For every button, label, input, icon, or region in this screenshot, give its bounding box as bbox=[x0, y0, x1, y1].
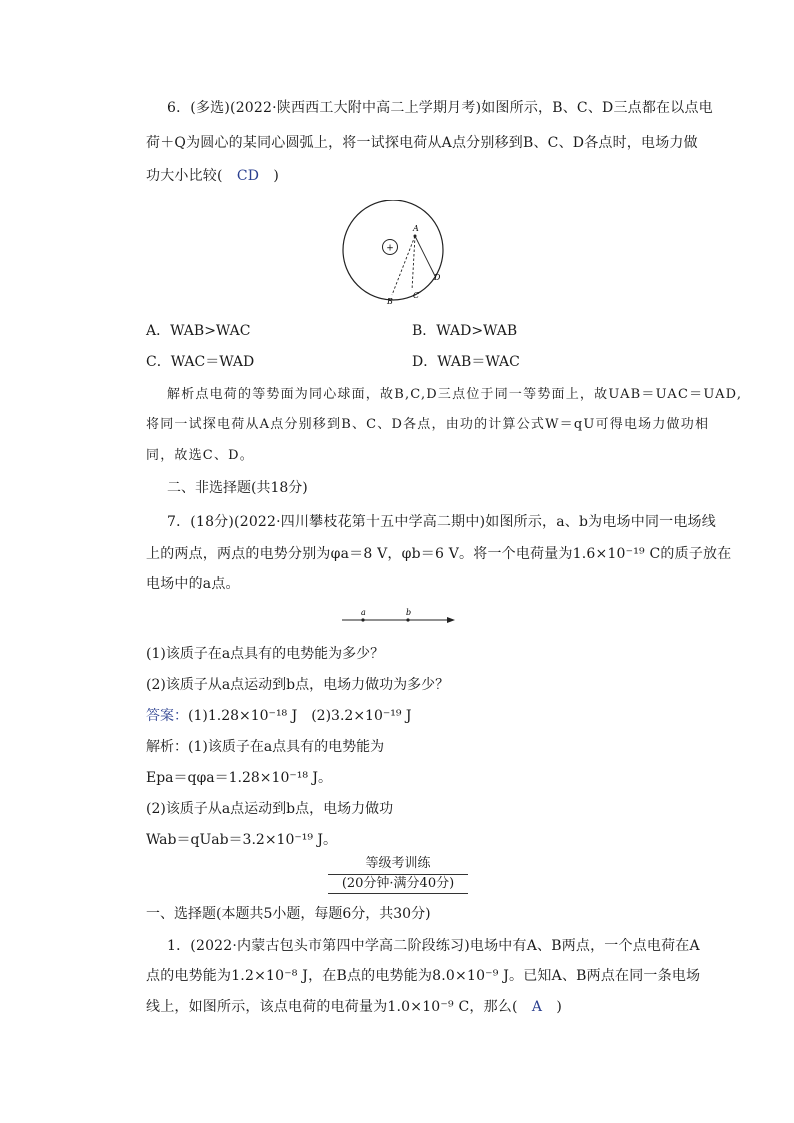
label-b: b bbox=[406, 608, 412, 617]
label-b: B bbox=[387, 297, 393, 306]
q7-answer bbox=[146, 706, 412, 726]
q6-answer: CD bbox=[236, 168, 260, 184]
field-arrow-head bbox=[447, 617, 455, 623]
point-b-dot bbox=[406, 618, 409, 621]
q6-line3 bbox=[146, 166, 279, 186]
charge-symbol: + bbox=[386, 243, 394, 254]
point-a-dot bbox=[361, 618, 364, 621]
q7-field-line-figure bbox=[340, 606, 460, 626]
q6-option-c: C．WAC＝WAD bbox=[146, 354, 255, 370]
q6-option-b: B．WAD>WAB bbox=[412, 323, 518, 339]
section1-heading: 一、选择题(本题共5小题，每题6分，共30分) bbox=[146, 906, 431, 922]
q6-option-a: A．WAB>WAC bbox=[146, 323, 251, 339]
q7-line1: 7．(18分)(2022·四川攀枝花第十五中学高二期中)如图所示，a、b为电场中同一电场线 bbox=[167, 514, 716, 530]
q7-line3: 电场中的a点。 bbox=[146, 576, 240, 592]
q7-solution-line3: (2)该质子从a点运动到b点，电场力做功 bbox=[146, 801, 394, 817]
training-title-box bbox=[328, 856, 468, 894]
q7-sub1: (1)该质子在a点具有的电势能为多少？ bbox=[146, 646, 385, 662]
q1-line2: 点的电势能为1.2×10⁻⁸ J，在B点的电势能为8.0×10⁻⁹ J。已知A、B两点在同一条电场 bbox=[146, 968, 701, 984]
training-subtitle: (20分钟·满分40分) bbox=[328, 874, 468, 894]
q7-line2: 上的两点，两点的电势分别为φa＝8 V，φb＝6 V。将一个电荷量为1.6×10⁻¹⁹ C的质子放在 bbox=[146, 546, 732, 562]
segment-ab bbox=[392, 236, 415, 295]
label-c: C bbox=[413, 291, 420, 300]
q1-stem-end: 线上，如图所示，该点电荷的电荷量为1.0×10⁻⁹ C，那么( bbox=[146, 999, 532, 1015]
section2-heading: 二、非选择题(共18分) bbox=[167, 480, 308, 496]
q6-solution-line3: 同，故选C、D。 bbox=[146, 448, 254, 463]
label-a: a bbox=[361, 608, 366, 617]
q1-line3 bbox=[146, 997, 562, 1017]
q7-solution-line4: Wab＝qUab＝3.2×10⁻¹⁹ J。 bbox=[146, 832, 338, 848]
q6-option-d: D．WAB＝WAC bbox=[412, 354, 520, 370]
q7-sub2: (2)该质子从a点运动到b点，电场力做功为多少？ bbox=[146, 677, 450, 693]
q1-answer: A bbox=[531, 999, 543, 1015]
q1-bracket-close: ) bbox=[542, 999, 563, 1015]
q7-solution-line1: 解析：(1)该质子在a点具有的电势能为 bbox=[146, 739, 385, 755]
q6-solution-line1: 解析点电荷的等势面为同心球面，故B,C,D三点位于同一等势面上，故UAB＝UAC＝UAD, bbox=[167, 387, 743, 402]
segment-ad bbox=[415, 236, 435, 276]
q6-line1: 6．(多选)(2022·陕西西工大附中高二上学期月考)如图所示，B、C、D三点都在以点电 bbox=[167, 100, 713, 116]
q1-line1: 1．(2022·内蒙古包头市第四中学高二阶段练习)电场中有A、B两点，一个点电荷在A bbox=[167, 938, 700, 954]
q7-solution-line2: Epa＝qφa＝1.28×10⁻¹⁸ J。 bbox=[146, 770, 333, 786]
segment-ac bbox=[412, 236, 415, 290]
q7-answer-label: 答案： bbox=[146, 708, 188, 724]
training-title: 等级考训练 bbox=[365, 856, 431, 871]
label-a: A bbox=[413, 224, 419, 233]
q6-circle-figure bbox=[338, 200, 450, 312]
q6-bracket-close: ) bbox=[259, 168, 280, 184]
q6-line2: 荷＋Q为圆心的某同心圆弧上，将一试探电荷从A点分别移到B、C、D各点时，电场力做 bbox=[146, 135, 698, 151]
q7-answer-text: (1)1.28×10⁻¹⁸ J (2)3.2×10⁻¹⁹ J bbox=[188, 708, 412, 724]
label-d: D bbox=[434, 273, 441, 282]
q6-stem-end: 功大小比较( bbox=[146, 168, 237, 184]
q6-solution-line2: 将同一试探电荷从A点分别移到B、C、D各点，由功的计算公式W＝qU可得电场力做功相 bbox=[146, 417, 710, 432]
